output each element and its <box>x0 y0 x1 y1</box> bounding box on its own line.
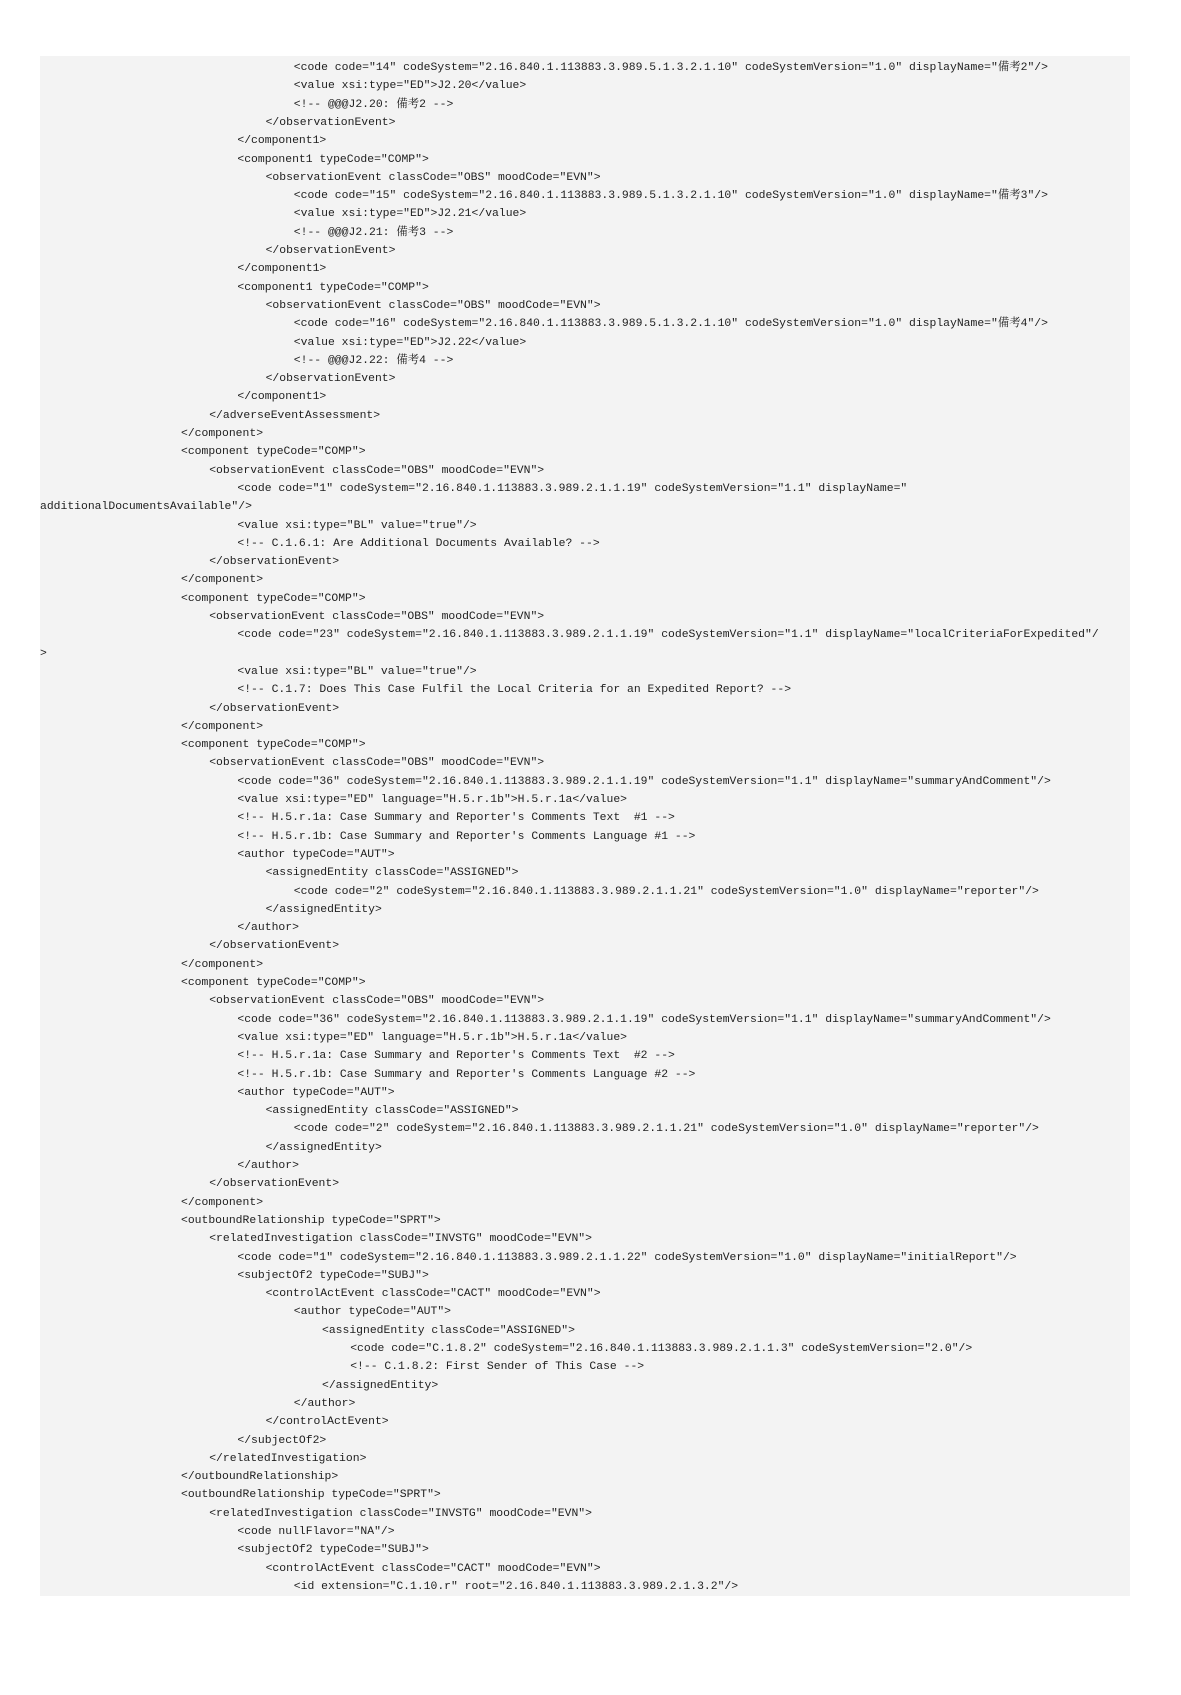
code-line: <!-- @@@J2.20: 備考2 --> <box>293 98 454 111</box>
code-line: </outboundRelationship> <box>181 1471 339 1484</box>
code-line: </observationEvent> <box>265 116 396 129</box>
code-line: </subjectOf2> <box>237 1434 327 1447</box>
xml-document-page <box>40 56 1130 1596</box>
code-line: <code code="36" codeSystem="2.16.840.1.113883.3.989.2.1.1.19" codeSystemVersion="1.1" displayName="summaryAndComment"/> <box>237 1013 1051 1026</box>
code-line: </observationEvent> <box>265 373 396 386</box>
code-line: </assignedEntity> <box>265 903 382 916</box>
code-line: <id extension="C.1.10.r" root="2.16.840.1.113883.3.989.2.1.3.2"/> <box>293 1580 739 1593</box>
code-line: <controlActEvent classCode="CACT" moodCode="EVN"> <box>265 1562 601 1575</box>
code-line: </observationEvent> <box>209 702 340 715</box>
code-line: </component> <box>181 428 264 440</box>
code-line: additionalDocumentsAvailable"/> <box>40 501 252 514</box>
code-line: <author typeCode="AUT"> <box>293 1306 452 1319</box>
code-line: <!-- C.1.8.2: First Sender of This Case --> <box>350 1361 645 1374</box>
code-line: <component typeCode="COMP"> <box>181 446 366 459</box>
code-line: </author> <box>237 1160 299 1172</box>
code-line: <code code="2" codeSystem="2.16.840.1.113883.3.989.2.1.1.21" codeSystemVersion="1.0" displayName="reporter"/> <box>293 885 1039 898</box>
code-line: <code code="16" codeSystem="2.16.840.1.113883.3.989.5.1.3.2.1.10" codeSystemVersion="1.0" displayName="備考4"/> <box>293 318 1048 331</box>
code-line: <subjectOf2 typeCode="SUBJ"> <box>237 1544 429 1557</box>
code-line: <code code="14" codeSystem="2.16.840.1.113883.3.989.5.1.3.2.1.10" codeSystemVersion="1.0" displayName="備考2"/> <box>293 62 1048 74</box>
code-line: </component> <box>181 720 264 733</box>
code-line: <value xsi:type="ED">J2.22</value> <box>293 336 527 349</box>
code-line: </component1> <box>237 135 327 148</box>
code-line: </author> <box>237 922 299 935</box>
code-line: </observationEvent> <box>265 245 396 257</box>
code-line: </assignedEntity> <box>265 1141 382 1154</box>
code-line: <value xsi:type="ED">J2.21</value> <box>293 208 527 221</box>
code-line: <component typeCode="COMP"> <box>181 739 366 752</box>
code-line: <!-- H.5.r.1a: Case Summary and Reporter's Comments Text #2 --> <box>237 1050 675 1063</box>
code-line: <value xsi:type="ED" language="H.5.r.1b">H.5.r.1a</value> <box>237 794 628 806</box>
code-line: <component typeCode="COMP"> <box>181 977 366 989</box>
code-line: </component> <box>181 574 264 587</box>
code-line: <relatedInvestigation classCode="INVSTG" moodCode="EVN"> <box>209 1233 592 1246</box>
code-line: </adverseEventAssessment> <box>209 409 381 422</box>
code-line: <observationEvent classCode="OBS" moodCode="EVN"> <box>209 995 545 1008</box>
code-line: </component1> <box>237 263 327 276</box>
code-line: <assignedEntity classCode="ASSIGNED"> <box>265 1105 519 1118</box>
code-line: </observationEvent> <box>209 1178 340 1191</box>
code-line: <value xsi:type="ED">J2.20</value> <box>293 80 527 93</box>
code-line: <outboundRelationship typeCode="SPRT"> <box>181 1214 441 1227</box>
code-line: <!-- @@@J2.22: 備考4 --> <box>293 354 454 367</box>
code-line: </observationEvent> <box>209 940 340 953</box>
code-line: > <box>40 647 47 660</box>
code-line: <!-- H.5.r.1a: Case Summary and Reporter's Comments Text #1 --> <box>237 812 675 825</box>
code-line: </relatedInvestigation> <box>209 1452 367 1465</box>
code-line: <code code="2" codeSystem="2.16.840.1.113883.3.989.2.1.1.21" codeSystemVersion="1.0" displayName="reporter"/> <box>293 1123 1039 1136</box>
code-line: <controlActEvent classCode="CACT" moodCode="EVN"> <box>265 1288 601 1301</box>
code-line: <code code="23" codeSystem="2.16.840.1.113883.3.989.2.1.1.19" codeSystemVersion="1.1" displayName="localCriteriaForExpedited"/ <box>237 629 1099 642</box>
code-line: </author> <box>293 1397 356 1410</box>
code-line: <observationEvent classCode="OBS" moodCode="EVN"> <box>209 464 545 477</box>
code-line: </component> <box>181 1196 264 1209</box>
code-line: <observationEvent classCode="OBS" moodCode="EVN"> <box>209 757 545 770</box>
code-line: <!-- C.1.7: Does This Case Fulfil the Local Criteria for an Expedited Report? --> <box>237 684 792 697</box>
code-line: <relatedInvestigation classCode="INVSTG" moodCode="EVN"> <box>209 1507 592 1520</box>
code-line: </controlActEvent> <box>265 1416 389 1429</box>
code-line: <code nullFlavor="NA"/> <box>237 1526 395 1538</box>
code-line: <!-- @@@J2.21: 備考3 --> <box>293 226 454 239</box>
code-line: <component1 typeCode="COMP"> <box>237 153 429 166</box>
code-line: <value xsi:type="BL" value="true"/> <box>237 665 477 678</box>
code-line: <component1 typeCode="COMP"> <box>237 281 429 294</box>
code-line: <component typeCode="COMP"> <box>181 592 366 605</box>
code-line: <assignedEntity classCode="ASSIGNED"> <box>322 1324 575 1337</box>
code-line: <!-- H.5.r.1b: Case Summary and Reporter's Comments Language #2 --> <box>237 1068 696 1081</box>
code-line: </component1> <box>237 391 327 404</box>
code-line: <author typeCode="AUT"> <box>237 1086 395 1099</box>
code-line: <subjectOf2 typeCode="SUBJ"> <box>237 1269 429 1282</box>
code-line: <!-- H.5.r.1b: Case Summary and Reporter's Comments Language #1 --> <box>237 830 696 843</box>
code-line: <observationEvent classCode="OBS" moodCode="EVN"> <box>265 299 601 312</box>
code-line: </component> <box>181 958 264 971</box>
code-line: <observationEvent classCode="OBS" moodCode="EVN"> <box>209 611 545 623</box>
code-line: <value xsi:type="BL" value="true"/> <box>237 519 477 532</box>
code-line: <code code="15" codeSystem="2.16.840.1.113883.3.989.5.1.3.2.1.10" codeSystemVersion="1.0" displayName="備考3"/> <box>293 190 1048 203</box>
code-line: <code code="36" codeSystem="2.16.840.1.113883.3.989.2.1.1.19" codeSystemVersion="1.1" displayName="summaryAndComment"/> <box>237 775 1051 788</box>
code-line: <code code="C.1.8.2" codeSystem="2.16.840.1.113883.3.989.2.1.1.3" codeSystemVersion="2.0"/> <box>350 1343 973 1355</box>
code-line: <code code="1" codeSystem="2.16.840.1.113883.3.989.2.1.1.19" codeSystemVersion="1.1" displayName=" <box>237 482 908 495</box>
code-line: </observationEvent> <box>209 556 340 569</box>
code-line: </assignedEntity> <box>322 1379 439 1392</box>
code-line: <outboundRelationship typeCode="SPRT"> <box>181 1489 441 1502</box>
code-line: <code code="1" codeSystem="2.16.840.1.113883.3.989.2.1.1.22" codeSystemVersion="1.0" displayName="initialReport"/> <box>237 1251 1017 1264</box>
code-line: <author typeCode="AUT"> <box>237 848 395 861</box>
code-line: <observationEvent classCode="OBS" moodCode="EVN"> <box>265 171 601 184</box>
code-line: <assignedEntity classCode="ASSIGNED"> <box>265 867 519 880</box>
code-line: <!-- C.1.6.1: Are Additional Documents Available? --> <box>237 537 600 550</box>
code-line: <value xsi:type="ED" language="H.5.r.1b">H.5.r.1a</value> <box>237 1031 628 1044</box>
